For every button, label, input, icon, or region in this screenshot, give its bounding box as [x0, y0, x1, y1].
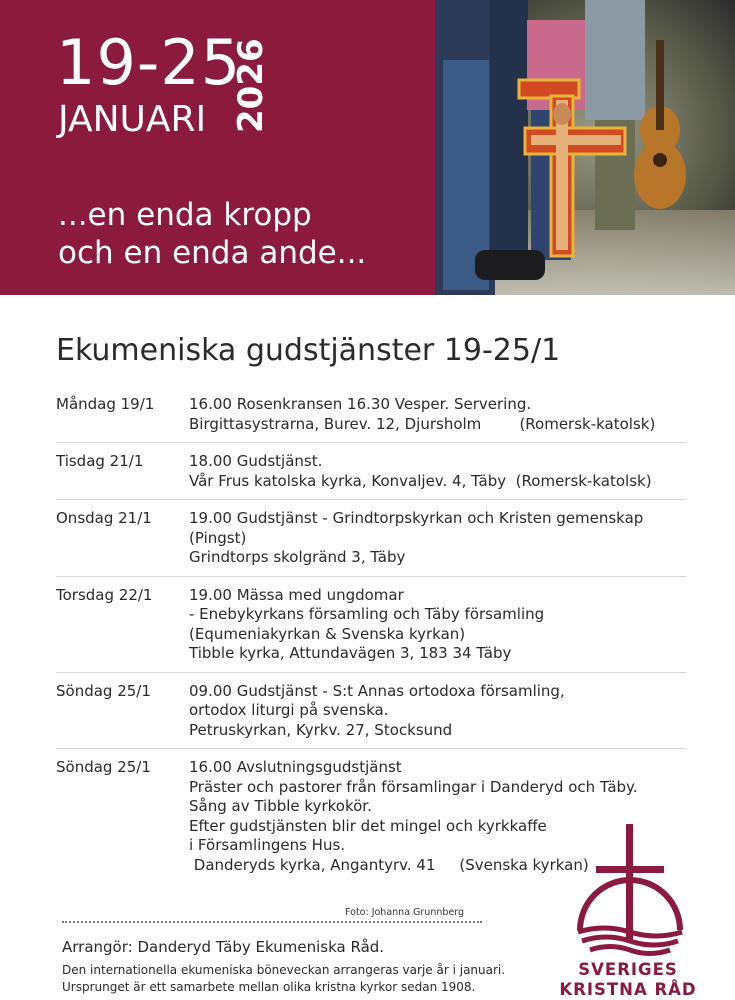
event-dates: 19-25 [56, 26, 242, 99]
logo-line-2: KRISTNA RÅD [559, 980, 697, 999]
entry-line: i Församlingens Hus. [189, 836, 346, 854]
entry-line: Birgittasystrarna, Burev. 12, Djursholm (Romersk-katolsk) [189, 414, 656, 433]
entry-line: 09.00 Gudstjänst - S:t Annas ortodoxa församling, [189, 681, 565, 700]
entry-line: Vår Frus katolska kyrka, Konvaljev. 4, Täby (Romersk-katolsk) [189, 471, 652, 490]
motto-line-2: och en enda ande... [58, 235, 367, 271]
entry-description [189, 682, 686, 741]
entry-day: Tisdag 21/1 [56, 452, 144, 470]
entry-line: 18.00 Gudstjänst. [189, 452, 323, 470]
schedule-entry [56, 586, 686, 673]
info-text [62, 962, 505, 996]
schedule-list [56, 395, 686, 892]
entry-line: (Equmeniakyrkan & Svenska kyrkan) [189, 624, 466, 643]
entry-line: (Pingst) [189, 528, 247, 547]
organizer: Arrangör: Danderyd Täby Ekumeniska Råd. [62, 938, 385, 956]
dotted-divider [62, 921, 482, 923]
logo-line-1: SVERIGES [578, 960, 678, 979]
entry-day: Söndag 25/1 [56, 758, 151, 776]
page-title: Ekumeniska gudstjänster 19-25/1 [56, 333, 561, 368]
logo-text [552, 960, 704, 1000]
entry-line: 16.00 Avslutningsgudstjänst [189, 758, 402, 776]
schedule-entry [56, 395, 686, 443]
schedule-entry [56, 509, 686, 577]
entry-description [189, 395, 686, 434]
entry-line: Tibble kyrka, Attundavägen 3, 183 34 Täby [189, 644, 512, 662]
motto-line-1: ...en enda kropp [58, 197, 312, 233]
entry-line: 19.00 Mässa med ungdomar [189, 585, 404, 604]
entry-line: 19.00 Gudstjänst - Grindtorpskyrkan och Kristen gemenskap [189, 509, 644, 527]
entry-description [189, 452, 686, 491]
entry-line: Präster och pastorer från församlingar i Danderyd och Täby. [189, 777, 638, 796]
photo-credit: Foto: Johanna Grunnberg [345, 907, 465, 918]
entry-line: Danderyds kyrka, Angantyrv. 41 (Svenska kyrkan) [189, 855, 589, 874]
entry-line: Grindtorps skolgränd 3, Täby [189, 548, 406, 566]
photo-illustration [435, 0, 735, 295]
header-banner [0, 0, 435, 295]
motto [58, 196, 366, 272]
entry-day: Söndag 25/1 [56, 681, 151, 700]
entry-line: 16.00 Rosenkransen 16.30 Vesper. Servering. [189, 395, 532, 413]
entry-description [189, 509, 686, 568]
info-line-2: Ursprunget är ett samarbete mellan olika kristna kyrkor sedan 1908. [62, 980, 476, 994]
entry-day: Måndag 19/1 [56, 395, 155, 413]
event-month: JANUARI [58, 99, 207, 140]
entry-day: Onsdag 21/1 [56, 509, 152, 527]
schedule-entry [56, 452, 686, 500]
event-year: 2026 [231, 38, 271, 134]
entry-line: Sång av Tibble kyrkokör. [189, 797, 372, 815]
entry-description [189, 586, 686, 664]
entry-line: Petruskyrkan, Kyrkv. 27, Stocksund [189, 720, 453, 739]
info-line-1: Den internationella ekumeniska böneveckan arrangeras varje år i januari. [62, 963, 506, 977]
entry-line: - Enebykyrkans församling och Täby församling [189, 605, 545, 623]
entry-line: Efter gudstjänsten blir det mingel och kyrkkaffe [189, 816, 547, 835]
entry-day: Torsdag 22/1 [56, 585, 153, 604]
entry-line: ortodox liturgi på svenska. [189, 701, 389, 719]
schedule-entry [56, 682, 686, 750]
header-photo [435, 0, 735, 295]
